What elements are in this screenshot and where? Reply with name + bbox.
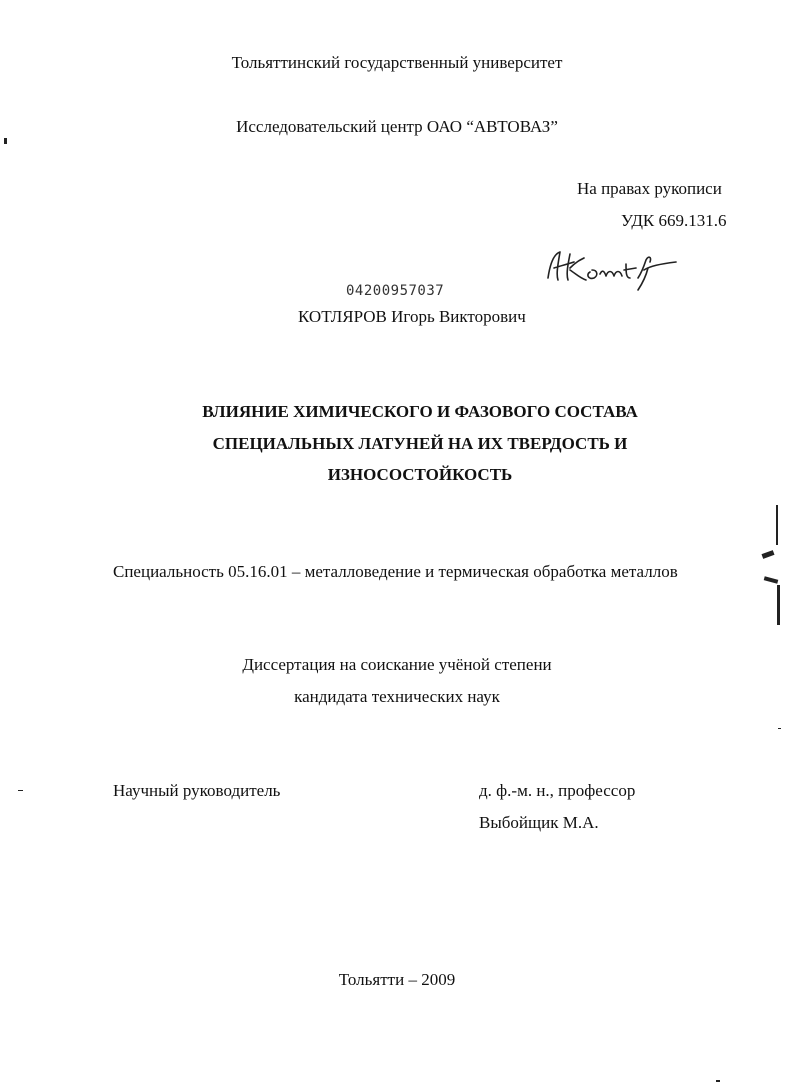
- specialty: Специальность 05.16.01 – металловедение и термическая обработка металлов: [113, 562, 678, 581]
- scan-artifact: [764, 576, 779, 583]
- scan-artifact: [18, 790, 23, 791]
- author-signature: [540, 244, 680, 299]
- scan-artifact: [778, 728, 781, 729]
- scan-artifact: [716, 1080, 720, 1082]
- university-name: Тольяттинский государственный университет: [231, 53, 563, 72]
- udc-code: УДК 669.131.6: [621, 211, 727, 230]
- registration-number: 04200957037: [346, 283, 445, 299]
- scan-artifact: [777, 585, 780, 625]
- supervisor-name: Выбойщик М.А.: [479, 813, 599, 832]
- dissertation-title-line-1: ВЛИЯНИЕ ХИМИЧЕСКОГО И ФАЗОВОГО СОСТАВА: [202, 402, 638, 421]
- research-center-name: Исследовательский центр ОАО “АВТОВАЗ”: [236, 117, 558, 136]
- dissertation-title-line-3: ИЗНОСОСТОЙКОСТЬ: [327, 465, 513, 484]
- manuscript-rights: На правах рукописи: [577, 179, 722, 198]
- degree-line-1: Диссертация на соискание учёной степени: [242, 655, 552, 674]
- dissertation-title-line-2: СПЕЦИАЛЬНЫХ ЛАТУНЕЙ НА ИХ ТВЕРДОСТЬ И: [212, 434, 628, 453]
- supervisor-label: Научный руководитель: [113, 781, 281, 800]
- scan-artifact: [776, 505, 778, 545]
- signature-graphic: [540, 244, 680, 294]
- degree-line-2: кандидата технических наук: [294, 687, 500, 706]
- city-year: Тольятти – 2009: [338, 970, 456, 989]
- scan-artifact: [4, 138, 7, 144]
- author-name: КОТЛЯРОВ Игорь Викторович: [298, 307, 526, 326]
- scan-artifact: [762, 550, 775, 559]
- supervisor-title: д. ф.-м. н., профессор: [479, 781, 636, 800]
